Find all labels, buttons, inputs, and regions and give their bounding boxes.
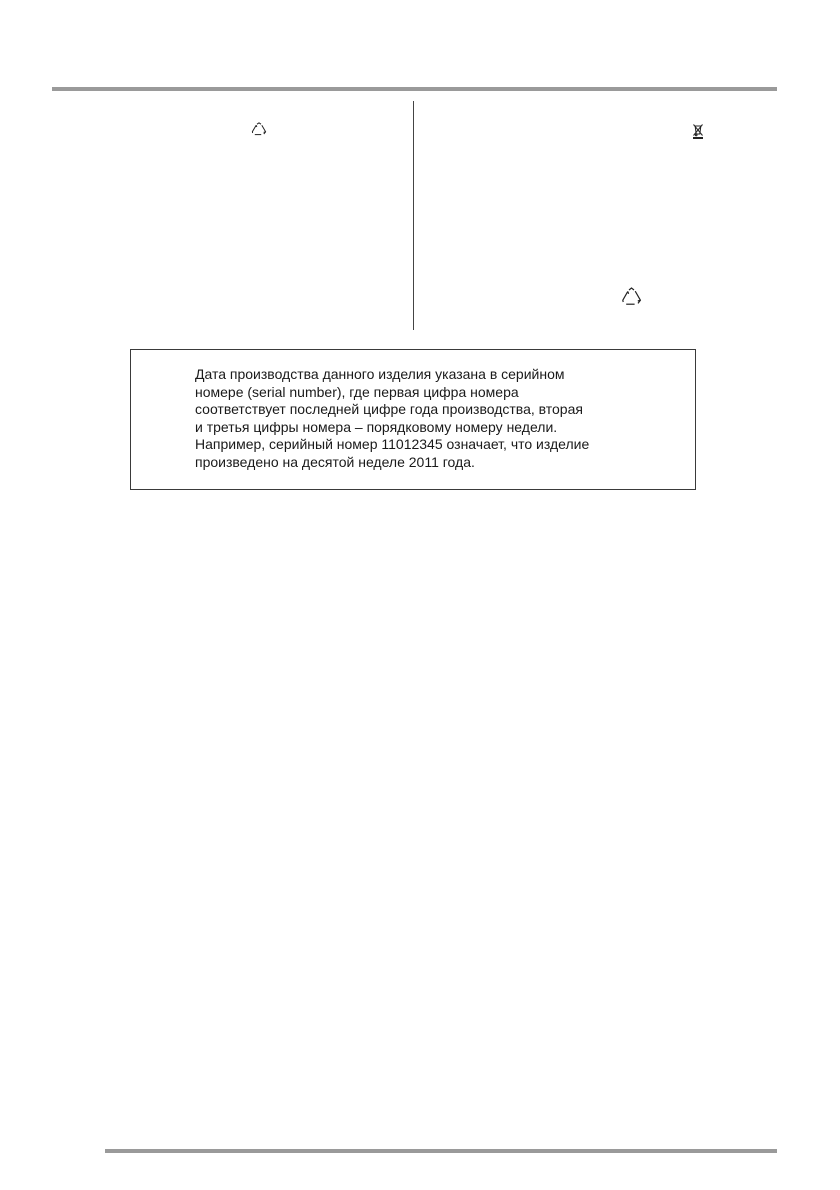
header-rule (52, 87, 777, 91)
recycle-icon (621, 287, 642, 306)
column-divider (413, 101, 414, 330)
footer-rule (105, 1149, 777, 1153)
recycle-icon (251, 122, 267, 136)
crossed-out-wheelie-bin-icon (692, 123, 704, 139)
production-date-text: Дата производства данного изделия указана в серийном номере (serial number), где первая цифра номера соответствует последней цифре года производства, вторая и третья цифры номера – порядковому номеру недели. Например, серийный номер 11012345 означает, что изделие произведено на десятой неделе 2011 года. (195, 366, 590, 470)
production-date-note (130, 349, 696, 490)
